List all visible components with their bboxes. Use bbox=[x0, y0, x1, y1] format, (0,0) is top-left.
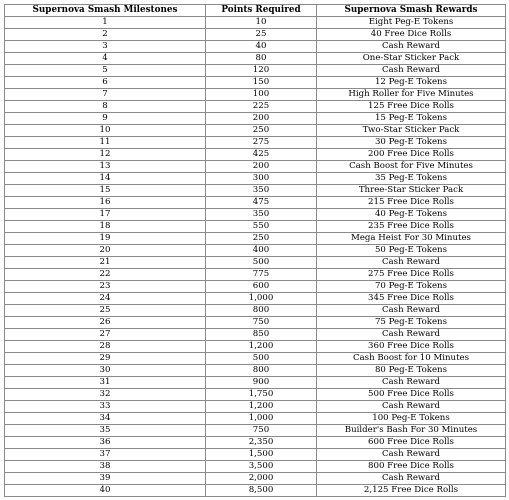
cell-points-required: 150 bbox=[206, 77, 317, 89]
milestones-table bbox=[4, 4, 506, 497]
cell-reward: Cash Reward bbox=[317, 377, 506, 389]
cell-reward: Eight Peg-E Tokens bbox=[317, 17, 506, 29]
table-row bbox=[5, 305, 506, 317]
cell-points-required: 225 bbox=[206, 101, 317, 113]
table-row bbox=[5, 245, 506, 257]
table-row bbox=[5, 65, 506, 77]
table-row bbox=[5, 293, 506, 305]
cell-milestone: 25 bbox=[5, 305, 206, 317]
table-row bbox=[5, 149, 506, 161]
cell-points-required: 500 bbox=[206, 257, 317, 269]
cell-milestone: 15 bbox=[5, 185, 206, 197]
cell-reward: Cash Reward bbox=[317, 65, 506, 77]
table-row bbox=[5, 317, 506, 329]
table-row bbox=[5, 425, 506, 437]
cell-milestone: 38 bbox=[5, 461, 206, 473]
table-row bbox=[5, 341, 506, 353]
table-row bbox=[5, 401, 506, 413]
cell-points-required: 500 bbox=[206, 353, 317, 365]
cell-milestone: 33 bbox=[5, 401, 206, 413]
cell-points-required: 350 bbox=[206, 185, 317, 197]
cell-reward: Cash Boost for 10 Minutes bbox=[317, 353, 506, 365]
cell-points-required: 750 bbox=[206, 317, 317, 329]
cell-milestone: 19 bbox=[5, 233, 206, 245]
cell-milestone: 37 bbox=[5, 449, 206, 461]
cell-milestone: 11 bbox=[5, 137, 206, 149]
cell-points-required: 25 bbox=[206, 29, 317, 41]
cell-milestone: 39 bbox=[5, 473, 206, 485]
table-row bbox=[5, 413, 506, 425]
cell-reward: Cash Boost for Five Minutes bbox=[317, 161, 506, 173]
cell-milestone: 9 bbox=[5, 113, 206, 125]
table-row bbox=[5, 209, 506, 221]
cell-milestone: 23 bbox=[5, 281, 206, 293]
cell-reward: Cash Reward bbox=[317, 257, 506, 269]
cell-reward: 40 Peg-E Tokens bbox=[317, 209, 506, 221]
table-row bbox=[5, 101, 506, 113]
table-row bbox=[5, 389, 506, 401]
cell-points-required: 1,500 bbox=[206, 449, 317, 461]
cell-reward: 75 Peg-E Tokens bbox=[317, 317, 506, 329]
cell-points-required: 550 bbox=[206, 221, 317, 233]
cell-reward: 600 Free Dice Rolls bbox=[317, 437, 506, 449]
cell-milestone: 16 bbox=[5, 197, 206, 209]
table-row bbox=[5, 185, 506, 197]
cell-milestone: 32 bbox=[5, 389, 206, 401]
table-row bbox=[5, 233, 506, 245]
cell-points-required: 275 bbox=[206, 137, 317, 149]
cell-reward: Mega Heist For 30 Minutes bbox=[317, 233, 506, 245]
cell-reward: 40 Free Dice Rolls bbox=[317, 29, 506, 41]
cell-points-required: 300 bbox=[206, 173, 317, 185]
cell-points-required: 1,000 bbox=[206, 293, 317, 305]
cell-reward: 200 Free Dice Rolls bbox=[317, 149, 506, 161]
table-row bbox=[5, 17, 506, 29]
table-row bbox=[5, 161, 506, 173]
table-row bbox=[5, 29, 506, 41]
cell-milestone: 3 bbox=[5, 41, 206, 53]
cell-points-required: 900 bbox=[206, 377, 317, 389]
cell-reward: Cash Reward bbox=[317, 401, 506, 413]
cell-points-required: 1,200 bbox=[206, 341, 317, 353]
cell-reward: Cash Reward bbox=[317, 449, 506, 461]
cell-points-required: 1,000 bbox=[206, 413, 317, 425]
cell-points-required: 750 bbox=[206, 425, 317, 437]
table-row bbox=[5, 41, 506, 53]
cell-points-required: 40 bbox=[206, 41, 317, 53]
cell-points-required: 200 bbox=[206, 161, 317, 173]
cell-points-required: 800 bbox=[206, 365, 317, 377]
table-row bbox=[5, 221, 506, 233]
cell-points-required: 800 bbox=[206, 305, 317, 317]
cell-reward: Two-Star Sticker Pack bbox=[317, 125, 506, 137]
cell-milestone: 29 bbox=[5, 353, 206, 365]
cell-milestone: 31 bbox=[5, 377, 206, 389]
cell-reward: 345 Free Dice Rolls bbox=[317, 293, 506, 305]
cell-milestone: 6 bbox=[5, 77, 206, 89]
table-row bbox=[5, 89, 506, 101]
cell-reward: 70 Peg-E Tokens bbox=[317, 281, 506, 293]
table-row bbox=[5, 77, 506, 89]
cell-milestone: 17 bbox=[5, 209, 206, 221]
cell-milestone: 35 bbox=[5, 425, 206, 437]
header-milestones: Supernova Smash Milestones bbox=[5, 5, 206, 17]
cell-reward: 15 Peg-E Tokens bbox=[317, 113, 506, 125]
cell-milestone: 4 bbox=[5, 53, 206, 65]
cell-points-required: 600 bbox=[206, 281, 317, 293]
cell-milestone: 12 bbox=[5, 149, 206, 161]
milestones-table-container bbox=[4, 4, 505, 497]
cell-milestone: 14 bbox=[5, 173, 206, 185]
cell-reward: 215 Free Dice Rolls bbox=[317, 197, 506, 209]
cell-reward: Cash Reward bbox=[317, 305, 506, 317]
table-row bbox=[5, 461, 506, 473]
table-row bbox=[5, 365, 506, 377]
cell-points-required: 10 bbox=[206, 17, 317, 29]
cell-points-required: 250 bbox=[206, 233, 317, 245]
cell-reward: 2,125 Free Dice Rolls bbox=[317, 485, 506, 497]
cell-reward: 360 Free Dice Rolls bbox=[317, 341, 506, 353]
cell-milestone: 5 bbox=[5, 65, 206, 77]
table-row bbox=[5, 125, 506, 137]
table-body bbox=[5, 17, 506, 497]
header-rewards: Supernova Smash Rewards bbox=[317, 5, 506, 17]
cell-points-required: 120 bbox=[206, 65, 317, 77]
cell-milestone: 30 bbox=[5, 365, 206, 377]
table-header bbox=[5, 5, 506, 17]
cell-milestone: 18 bbox=[5, 221, 206, 233]
cell-reward: 275 Free Dice Rolls bbox=[317, 269, 506, 281]
table-row bbox=[5, 485, 506, 497]
cell-reward: 30 Peg-E Tokens bbox=[317, 137, 506, 149]
cell-milestone: 1 bbox=[5, 17, 206, 29]
cell-milestone: 20 bbox=[5, 245, 206, 257]
cell-milestone: 22 bbox=[5, 269, 206, 281]
header-points-required: Points Required bbox=[206, 5, 317, 17]
cell-milestone: 7 bbox=[5, 89, 206, 101]
cell-milestone: 36 bbox=[5, 437, 206, 449]
cell-points-required: 200 bbox=[206, 113, 317, 125]
cell-reward: One-Star Sticker Pack bbox=[317, 53, 506, 65]
table-row bbox=[5, 281, 506, 293]
cell-points-required: 8,500 bbox=[206, 485, 317, 497]
cell-reward: 50 Peg-E Tokens bbox=[317, 245, 506, 257]
table-row bbox=[5, 437, 506, 449]
table-row bbox=[5, 473, 506, 485]
cell-milestone: 26 bbox=[5, 317, 206, 329]
cell-points-required: 100 bbox=[206, 89, 317, 101]
cell-reward: Three-Star Sticker Pack bbox=[317, 185, 506, 197]
table-row bbox=[5, 257, 506, 269]
cell-points-required: 2,000 bbox=[206, 473, 317, 485]
table-row bbox=[5, 269, 506, 281]
table-row bbox=[5, 353, 506, 365]
cell-points-required: 250 bbox=[206, 125, 317, 137]
cell-milestone: 2 bbox=[5, 29, 206, 41]
cell-milestone: 24 bbox=[5, 293, 206, 305]
cell-points-required: 1,750 bbox=[206, 389, 317, 401]
cell-reward: Builder's Bash For 30 Minutes bbox=[317, 425, 506, 437]
cell-reward: Cash Reward bbox=[317, 473, 506, 485]
cell-points-required: 350 bbox=[206, 209, 317, 221]
cell-reward: 80 Peg-E Tokens bbox=[317, 365, 506, 377]
cell-points-required: 475 bbox=[206, 197, 317, 209]
cell-reward: 12 Peg-E Tokens bbox=[317, 77, 506, 89]
table-row bbox=[5, 449, 506, 461]
cell-milestone: 8 bbox=[5, 101, 206, 113]
table-row bbox=[5, 377, 506, 389]
cell-reward: 35 Peg-E Tokens bbox=[317, 173, 506, 185]
cell-milestone: 10 bbox=[5, 125, 206, 137]
cell-reward: High Roller for Five Minutes bbox=[317, 89, 506, 101]
cell-milestone: 40 bbox=[5, 485, 206, 497]
header-row bbox=[5, 5, 506, 17]
cell-reward: 800 Free Dice Rolls bbox=[317, 461, 506, 473]
table-row bbox=[5, 137, 506, 149]
cell-points-required: 2,350 bbox=[206, 437, 317, 449]
cell-points-required: 1,200 bbox=[206, 401, 317, 413]
table-row bbox=[5, 53, 506, 65]
cell-reward: 500 Free Dice Rolls bbox=[317, 389, 506, 401]
cell-reward: 235 Free Dice Rolls bbox=[317, 221, 506, 233]
cell-milestone: 34 bbox=[5, 413, 206, 425]
cell-points-required: 80 bbox=[206, 53, 317, 65]
table-row bbox=[5, 113, 506, 125]
table-row bbox=[5, 197, 506, 209]
cell-points-required: 3,500 bbox=[206, 461, 317, 473]
cell-milestone: 21 bbox=[5, 257, 206, 269]
table-row bbox=[5, 329, 506, 341]
cell-milestone: 27 bbox=[5, 329, 206, 341]
cell-milestone: 13 bbox=[5, 161, 206, 173]
cell-reward: Cash Reward bbox=[317, 329, 506, 341]
cell-points-required: 400 bbox=[206, 245, 317, 257]
cell-points-required: 775 bbox=[206, 269, 317, 281]
cell-points-required: 425 bbox=[206, 149, 317, 161]
cell-reward: 100 Peg-E Tokens bbox=[317, 413, 506, 425]
table-row bbox=[5, 173, 506, 185]
cell-reward: 125 Free Dice Rolls bbox=[317, 101, 506, 113]
cell-milestone: 28 bbox=[5, 341, 206, 353]
cell-points-required: 850 bbox=[206, 329, 317, 341]
cell-reward: Cash Reward bbox=[317, 41, 506, 53]
